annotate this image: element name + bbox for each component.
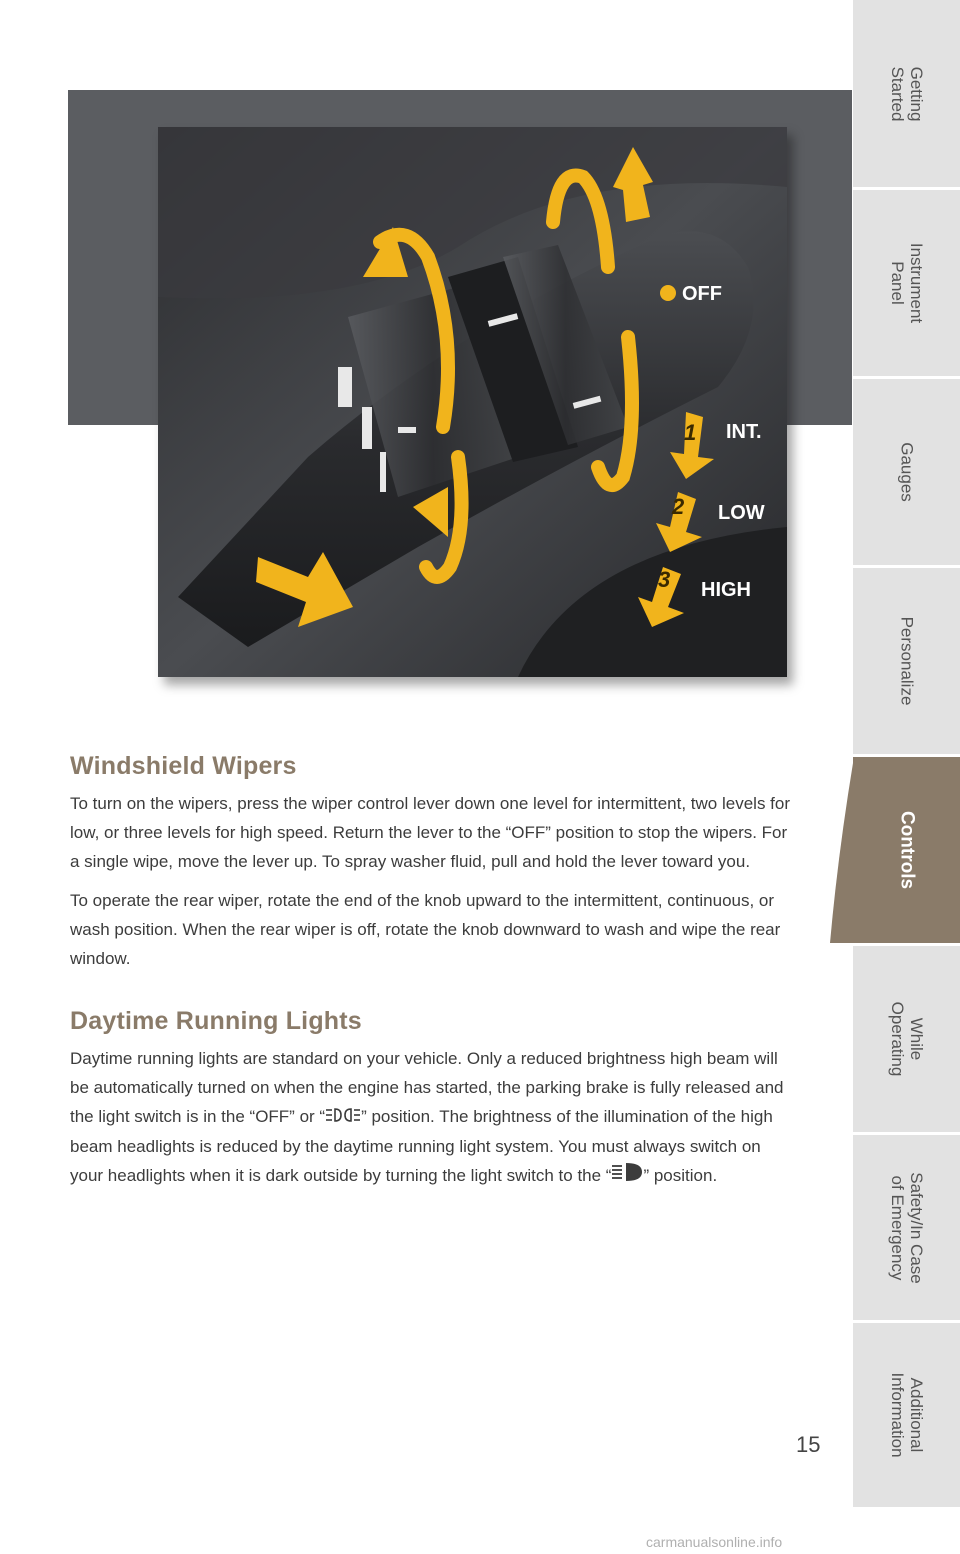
watermark-text: carmanualsonline.info bbox=[646, 1534, 783, 1550]
tab-label: While Operating bbox=[887, 1001, 926, 1077]
tab-label: Getting Started bbox=[887, 66, 926, 121]
page-number: 15 bbox=[796, 1432, 821, 1457]
tab-additional-information[interactable] bbox=[853, 1323, 960, 1510]
high-label: HIGH bbox=[701, 579, 751, 601]
tab-instrument-panel[interactable] bbox=[853, 190, 960, 379]
step-number-3: 3 bbox=[658, 567, 671, 592]
parking-lights-icon bbox=[325, 1103, 361, 1132]
tab-gauges[interactable] bbox=[853, 379, 960, 568]
wipers-paragraph-1: To turn on the wipers, press the wiper control lever down one level for intermittent, two levels for low, or three levels for high speed. Return the lever to the “OFF” position to stop the wipers. For a single wipe, move the lever up. To spray washer fluid, pull and hold the lever toward you. bbox=[70, 794, 791, 871]
tab-label: Gauges bbox=[897, 442, 916, 502]
low-label: LOW bbox=[718, 502, 765, 524]
drl-text-part-2: ” position. The brightness of the illumination of the high beam headlights is reduced by the daytime running light system. You must always switch on your headlights when it is dark outside by turning the light switch to the “ bbox=[70, 1107, 773, 1186]
wipers-heading: Windshield Wipers bbox=[70, 752, 297, 780]
tab-safety[interactable] bbox=[853, 1135, 960, 1323]
tab-while-operating[interactable] bbox=[853, 946, 960, 1135]
drl-text-part-3: ” position. bbox=[643, 1166, 718, 1186]
wipers-paragraph-2: To operate the rear wiper, rotate the end of the knob upward to the intermittent, continuous, or wash position. When the rear wiper is off, rotate the knob downward to wash and wipe the rear window. bbox=[70, 891, 781, 968]
wiper-lever-illustration bbox=[158, 127, 787, 677]
step-number-1: 1 bbox=[684, 420, 697, 445]
section-tabs bbox=[853, 0, 960, 1510]
tab-label: Controls bbox=[896, 810, 917, 890]
wiper-lever-photo bbox=[158, 127, 787, 677]
off-indicator-dot bbox=[660, 285, 676, 301]
step-number-2: 2 bbox=[672, 494, 685, 519]
tab-label: Additional Information bbox=[887, 1372, 926, 1458]
drl-paragraph bbox=[70, 1044, 790, 1191]
drl-heading: Daytime Running Lights bbox=[70, 1007, 362, 1035]
tab-getting-started[interactable] bbox=[853, 0, 960, 190]
off-label: OFF bbox=[682, 283, 722, 305]
drl-text-part-1: Daytime running lights are standard on your vehicle. Only a reduced brightness high beam will be automatically turned on when the engine has started, the parking brake is fully released and the light switch is in the “OFF” or “ bbox=[70, 1049, 784, 1126]
page-content bbox=[70, 752, 790, 1191]
tab-label: Instrument Panel bbox=[887, 242, 926, 324]
tab-label: Safety/In Case of Emergency bbox=[887, 1171, 926, 1284]
tab-label: Personalize bbox=[897, 616, 916, 706]
tab-controls[interactable] bbox=[853, 757, 960, 946]
tab-personalize[interactable] bbox=[853, 568, 960, 757]
headlight-icon bbox=[611, 1162, 643, 1191]
int-label: INT. bbox=[726, 421, 762, 443]
active-tab-notch bbox=[828, 757, 854, 943]
